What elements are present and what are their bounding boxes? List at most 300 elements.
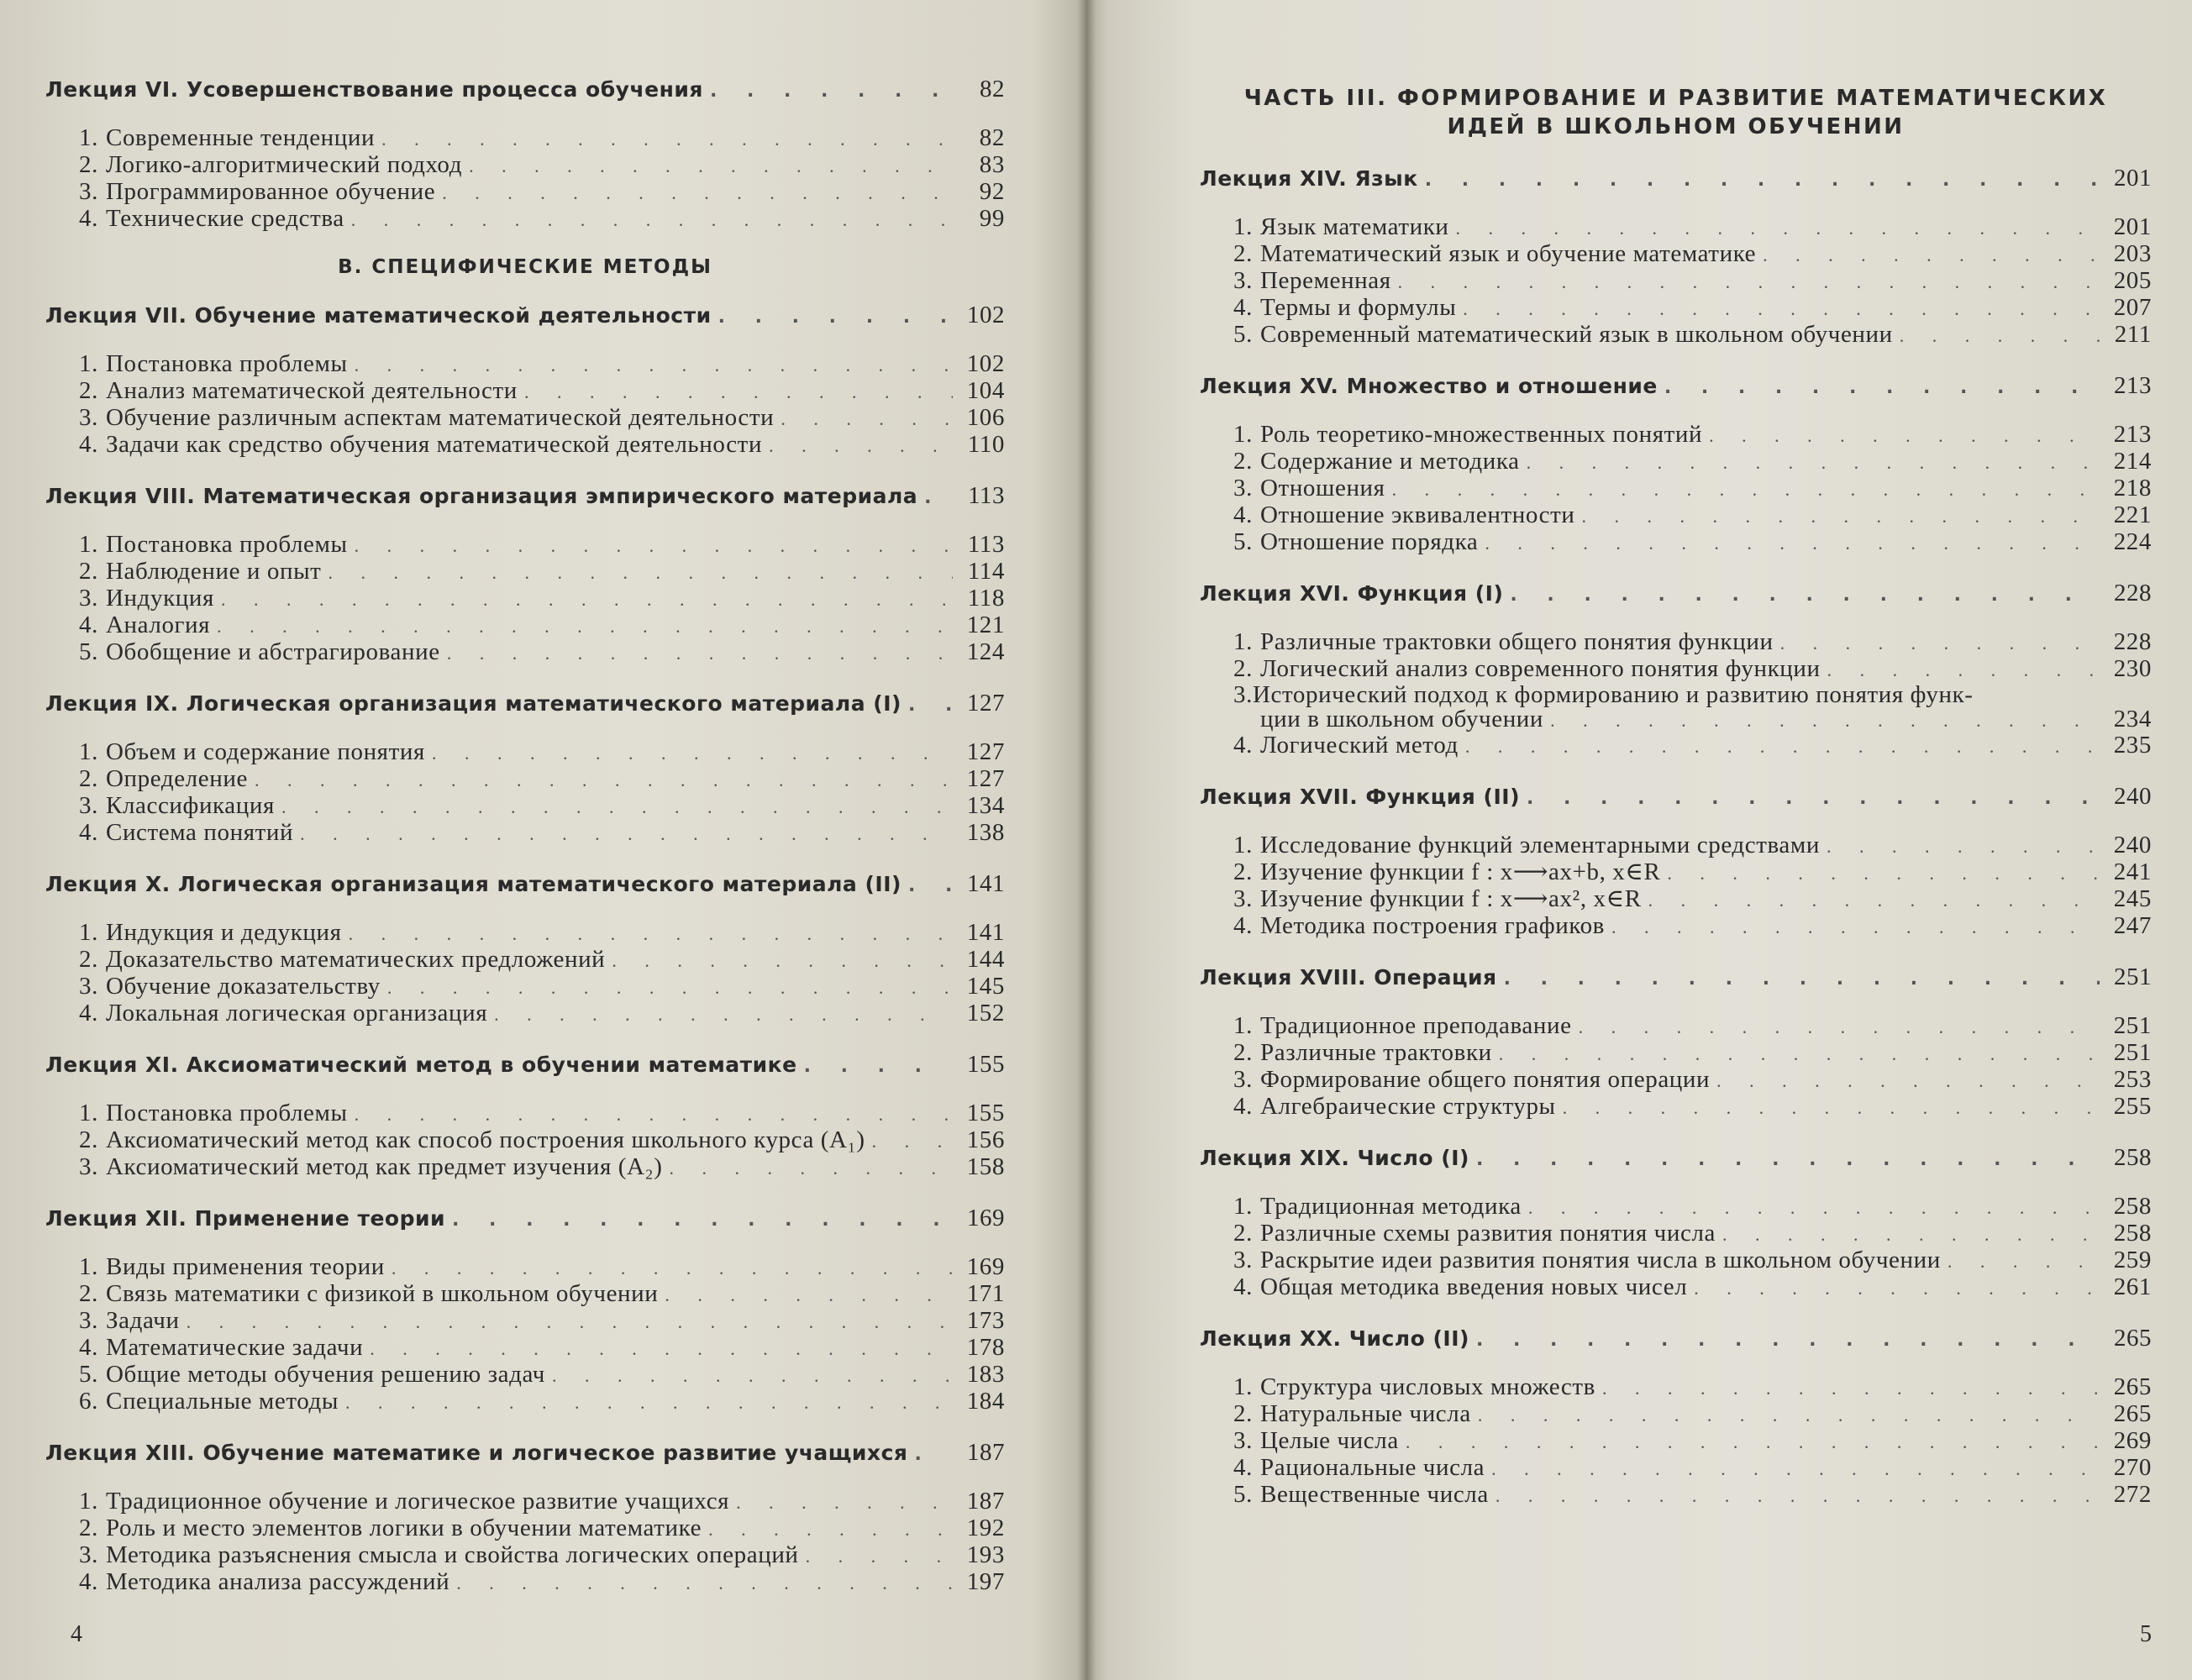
dot-leader <box>1582 503 2100 529</box>
entry-title: Целые числа <box>1260 1427 1399 1454</box>
dot-leader <box>370 1336 953 1362</box>
entry-number: 2. <box>79 1515 98 1541</box>
entry-text <box>1233 1094 1556 1120</box>
entry-number: 3. <box>1233 885 1253 912</box>
dot-leader <box>1476 1330 2100 1351</box>
entry-text <box>79 1335 363 1361</box>
entry-text <box>1233 1482 1489 1508</box>
entry-title: Изучение функции f : x⟶ax², x∈R <box>1260 885 1642 912</box>
entry-number: 4. <box>79 1000 98 1026</box>
entry-page-number: 247 <box>2113 912 2152 939</box>
entry-title: Традиционная методика <box>1260 1193 1522 1220</box>
entry-page-number: 230 <box>2113 655 2152 682</box>
entry-text <box>79 1254 385 1280</box>
entry-number: 3. <box>79 1153 98 1180</box>
entry-number: 6. <box>79 1388 98 1415</box>
entry-text <box>79 432 762 458</box>
entry-title: Исследование функций элементарными средствами <box>1260 832 1820 858</box>
lecture-page-number: 240 <box>2114 783 2152 810</box>
dot-leader <box>872 1128 953 1154</box>
entry-page-number: 183 <box>966 1361 1005 1388</box>
entry-text <box>79 1362 545 1388</box>
dot-leader <box>1579 1014 2100 1040</box>
lecture-page-number: 141 <box>967 870 1005 897</box>
lecture-page-number: 265 <box>2114 1325 2152 1352</box>
entry-number: 2. <box>79 1126 98 1153</box>
entry-text <box>79 1127 865 1153</box>
entry-page-number: 205 <box>2113 267 2152 294</box>
entry-number: 1. <box>1233 213 1253 240</box>
lecture-page-number: 113 <box>968 482 1005 509</box>
entry-number: 2. <box>1233 240 1253 267</box>
entry-page-number: 203 <box>2113 240 2152 267</box>
entry-title: Обобщение и абстрагирование <box>106 638 440 665</box>
entry-number: 2. <box>1233 448 1253 475</box>
dot-leader <box>552 1362 953 1389</box>
entry-title: Язык математики <box>1260 213 1449 240</box>
entry-title: Рациональные числа <box>1260 1454 1485 1481</box>
dot-leader <box>804 1056 953 1077</box>
entry-text <box>79 152 462 178</box>
toc-entry <box>1200 859 2152 886</box>
dot-leader <box>1648 887 2100 913</box>
entry-title: Общие методы обучения решению задач <box>106 1361 545 1388</box>
entry-page-number: 207 <box>2113 294 2152 321</box>
entry-text <box>1233 629 1774 655</box>
entry-text <box>79 1542 799 1568</box>
entry-title: Объем и содержание понятия <box>106 738 425 765</box>
lecture-title: Лекция XVII. Функция (II) <box>1200 785 1521 809</box>
dot-leader <box>447 640 953 666</box>
lecture-heading <box>45 76 1005 103</box>
toc-entry <box>1200 214 2152 241</box>
entry-title: Наблюдение и опыт <box>106 558 322 585</box>
entry-page-number: 228 <box>2113 628 2152 655</box>
dot-leader <box>221 586 953 612</box>
lecture-block <box>45 690 1005 847</box>
dot-leader <box>456 1570 953 1596</box>
entry-text <box>79 920 342 946</box>
entry-page-number: 221 <box>2113 501 2152 528</box>
entry-text <box>1233 1455 1485 1481</box>
toc-entry <box>45 1308 1005 1335</box>
lecture-title: Лекция X. Логическая организация математического материала (II) <box>45 872 902 896</box>
entry-number: 2. <box>1233 1220 1253 1247</box>
toc-entry <box>1200 1013 2152 1040</box>
dot-leader <box>328 559 953 585</box>
lecture-page-number: 228 <box>2114 580 2152 606</box>
dot-leader <box>908 695 953 716</box>
entry-title: Индукция <box>106 585 214 612</box>
toc-entry <box>1200 422 2152 449</box>
dot-leader <box>1827 833 2100 859</box>
entry-page-number: 269 <box>2113 1427 2152 1454</box>
entry-text <box>79 1100 348 1126</box>
entry-number: 5. <box>79 638 98 665</box>
entry-text <box>1233 1274 1687 1300</box>
entry-title: Методика построения графиков <box>1260 912 1605 939</box>
entry-text <box>1233 1040 1492 1066</box>
entry-number: 1. <box>1233 628 1253 655</box>
toc-entry <box>1200 529 2152 556</box>
lecture-block <box>45 870 1005 1027</box>
entry-number: 2. <box>79 151 98 178</box>
toc-entry <box>45 920 1005 947</box>
entry-page-number: 272 <box>2113 1481 2152 1508</box>
entry-title: Индукция и дедукция <box>106 919 342 946</box>
entry-title: Специальные методы <box>106 1388 339 1415</box>
entry-page-number: 127 <box>966 738 1005 765</box>
entry-number: 4. <box>1233 912 1253 939</box>
dot-leader <box>355 1101 953 1127</box>
entry-page-number: 104 <box>966 377 1005 404</box>
toc-entry <box>1200 1194 2152 1221</box>
toc-entry <box>45 378 1005 405</box>
dot-leader <box>355 352 953 378</box>
dot-leader <box>1463 296 2100 322</box>
entry-number: 3. <box>79 178 98 205</box>
toc-entry <box>45 1542 1005 1569</box>
toc-entry <box>1200 1428 2152 1455</box>
entry-text <box>1233 1194 1522 1220</box>
lecture-block <box>45 302 1005 459</box>
entry-page-number: 261 <box>2113 1273 2152 1300</box>
entry-text <box>79 766 248 792</box>
toc-entry <box>45 152 1005 179</box>
dot-leader <box>1510 585 2100 606</box>
entry-page-number: 114 <box>967 558 1005 585</box>
lecture-block <box>1200 1325 2152 1509</box>
entry-text <box>79 1515 702 1541</box>
toc-entry <box>45 639 1005 666</box>
dot-leader <box>494 1001 953 1027</box>
dot-leader <box>1948 1248 2100 1274</box>
entry-title: Исторический подход к формированию и развитию понятия функ- <box>1252 681 1974 708</box>
toc-entry <box>1200 268 2152 295</box>
toc-entry <box>1200 322 2152 349</box>
entry-number: 4. <box>79 205 98 232</box>
entry-page-number: 158 <box>966 1153 1005 1180</box>
entry-text <box>79 793 275 819</box>
lecture-page-number: 187 <box>967 1439 1005 1466</box>
lecture-heading <box>45 870 1005 898</box>
lecture-heading <box>1200 372 2152 400</box>
dot-leader <box>806 1543 953 1569</box>
entry-page-number: 106 <box>966 404 1005 431</box>
entry-text <box>1233 1221 1716 1247</box>
toc-entry <box>1200 502 2152 529</box>
entry-text <box>79 1488 729 1515</box>
right-toc <box>1200 165 2152 1509</box>
entry-page-number: 113 <box>967 531 1005 558</box>
entry-number: 4. <box>79 1334 98 1361</box>
entry-text <box>1233 422 1702 448</box>
part-title <box>1200 84 2152 141</box>
entry-page-number: 169 <box>966 1253 1005 1280</box>
dot-leader <box>255 767 953 793</box>
entry-page-number: 102 <box>966 350 1005 377</box>
entry-number: 3. <box>79 792 98 819</box>
entry-page-number: 127 <box>966 765 1005 792</box>
lecture-title: Лекция IX. Логическая организация математического материала (I) <box>45 691 902 716</box>
entry-title: Определение <box>106 765 248 792</box>
toc-entry <box>45 1488 1005 1515</box>
dot-leader <box>1563 1095 2100 1121</box>
toc-entry <box>1200 832 2152 859</box>
entry-title: Постановка проблемы <box>106 531 348 558</box>
dot-leader <box>1392 476 2100 502</box>
entry-number: 4. <box>79 819 98 846</box>
entry-page-number: 110 <box>967 431 1005 458</box>
entry-page-number: 82 <box>979 124 1005 151</box>
lecture-block <box>45 76 1005 233</box>
entry-title: Постановка проблемы <box>106 1100 348 1126</box>
toc-entry <box>45 179 1005 206</box>
lecture-title: Лекция XX. Число (II) <box>1200 1326 1469 1351</box>
dot-leader <box>281 794 953 820</box>
entry-page-number: 145 <box>966 973 1005 1000</box>
entry-page-number: 258 <box>2113 1193 2152 1220</box>
toc-entry <box>1200 656 2152 683</box>
lecture-block <box>1200 165 2152 349</box>
entry-text <box>79 206 344 232</box>
entry-number: 3. <box>1233 267 1253 294</box>
entry-page-number: 241 <box>2113 858 2152 885</box>
entry-text <box>79 1569 449 1595</box>
lecture-title: Лекция XIII. Обучение математике и логическое развитие учащихся <box>45 1441 908 1465</box>
dot-leader <box>381 126 953 152</box>
entry-page-number: 187 <box>966 1488 1005 1515</box>
entry-title: Формирование общего понятия операции <box>1260 1066 1711 1093</box>
lecture-page-number: 251 <box>2114 963 2152 990</box>
entry-number: 2. <box>1233 858 1253 885</box>
entry-text <box>1233 268 1391 294</box>
entry-number: 1. <box>79 1488 98 1515</box>
book-gutter <box>1077 0 1096 1680</box>
entry-title: Постановка проблемы <box>106 350 348 377</box>
entry-page-number: 178 <box>966 1334 1005 1361</box>
entry-page-number: 134 <box>966 792 1005 819</box>
dot-leader <box>1504 969 2100 990</box>
dot-leader <box>1406 1429 2100 1455</box>
entry-text <box>79 1308 180 1334</box>
lecture-block <box>1200 963 2152 1121</box>
lecture-heading <box>45 1205 1005 1232</box>
dot-leader <box>524 379 953 405</box>
lecture-heading <box>45 1051 1005 1079</box>
entry-page-number: 251 <box>2113 1039 2152 1066</box>
entry-page-number: 118 <box>967 585 1005 612</box>
dot-leader <box>1499 1041 2100 1067</box>
lecture-block <box>45 482 1005 666</box>
dot-leader <box>452 1210 953 1231</box>
lecture-block <box>1200 580 2152 759</box>
entry-page-number: 156 <box>966 1126 1005 1153</box>
toc-entry <box>45 947 1005 974</box>
toc-entry <box>1200 1374 2152 1401</box>
entry-page-number: 251 <box>2113 1012 2152 1039</box>
entry-title: Методика разъяснения смысла и свойства логических операций <box>106 1541 799 1568</box>
lecture-title: Лекция XIX. Число (I) <box>1200 1146 1469 1170</box>
lecture-heading <box>1200 1325 2152 1352</box>
part-title-line-2: ИДЕЙ В ШКОЛЬНОМ ОБУЧЕНИИ <box>1447 114 1905 139</box>
dot-leader <box>187 1309 953 1335</box>
entry-title: Традиционное преподавание <box>1260 1012 1572 1039</box>
part-title-line-1: ЧАСТЬ III. ФОРМИРОВАНИЕ И РАЗВИТИЕ МАТЕМАТИЧЕСКИХ <box>1243 86 2108 111</box>
entry-page-number: 138 <box>966 819 1005 846</box>
dot-leader <box>355 533 953 559</box>
entry-number: 4. <box>1233 1273 1253 1300</box>
toc-entry <box>1200 1067 2152 1094</box>
toc-entry <box>1200 913 2152 940</box>
dot-leader <box>914 1444 953 1465</box>
entry-page-number: 259 <box>2113 1247 2152 1273</box>
entry-title: Математический язык и обучение математике <box>1260 240 1757 267</box>
entry-number: 3. <box>1233 1247 1253 1273</box>
dot-leader <box>469 153 953 179</box>
lecture-page-number: 102 <box>967 302 1005 328</box>
toc-entry <box>45 1515 1005 1542</box>
entry-title: Отношения <box>1260 475 1385 501</box>
entry-text <box>79 1154 663 1180</box>
entry-title: Программированное обучение <box>106 178 436 205</box>
entry-page-number: 245 <box>2113 885 2152 912</box>
entry-text <box>1233 1067 1710 1093</box>
entry-number: 4. <box>79 431 98 458</box>
lecture-heading <box>45 1439 1005 1467</box>
toc-entry <box>45 206 1005 233</box>
entry-text <box>1233 502 1575 528</box>
entry-page-number: 240 <box>2113 832 2152 858</box>
entry-number: 5. <box>1233 321 1253 348</box>
entry-text <box>79 820 293 846</box>
dot-leader <box>432 740 953 766</box>
lecture-block <box>45 1439 1005 1596</box>
entry-page-number: 211 <box>2114 321 2152 348</box>
entry-text <box>1233 859 1660 885</box>
toc-entry <box>1200 732 2152 759</box>
entry-title: Различные трактовки общего понятия функции <box>1260 628 1774 655</box>
lecture-heading <box>1200 963 2152 991</box>
toc-entry <box>45 585 1005 612</box>
entry-page-number: 197 <box>966 1568 1005 1595</box>
toc-entry <box>45 532 1005 559</box>
entry-number: 2. <box>1233 1400 1253 1427</box>
entry-page-number: 224 <box>2113 528 2152 555</box>
entry-number: 3. <box>1233 475 1253 501</box>
entry-page-number: 144 <box>966 946 1005 973</box>
entry-page-number: 253 <box>2113 1066 2152 1093</box>
entry-title: Анализ математической деятельности <box>106 377 518 404</box>
dot-leader <box>217 613 953 639</box>
entry-title: Общая методика введения новых чисел <box>1260 1273 1688 1300</box>
toc-entry <box>45 612 1005 639</box>
toc-entry <box>45 125 1005 152</box>
entry-text <box>1233 886 1642 912</box>
entry-number: 1. <box>1233 1012 1253 1039</box>
entry-number: 1. <box>79 531 98 558</box>
right-folio: 5 <box>2140 1621 2152 1647</box>
entry-title: Структура числовых множеств <box>1260 1373 1595 1400</box>
dot-leader <box>1664 377 2100 398</box>
entry-text <box>1233 656 1821 682</box>
entry-page-number: 184 <box>966 1388 1005 1415</box>
toc-entry <box>45 820 1005 847</box>
lecture-heading <box>1200 783 2152 811</box>
entry-number: 2. <box>79 946 98 973</box>
toc-entry <box>45 793 1005 820</box>
entry-text <box>79 1389 339 1415</box>
entry-text <box>79 179 435 205</box>
lecture-heading <box>1200 165 2152 192</box>
entry-text <box>79 639 440 665</box>
entry-text <box>1233 475 1385 501</box>
entry-title: Современные тенденции <box>106 124 376 151</box>
dot-leader <box>1527 788 2100 809</box>
entry-number: 1. <box>1233 1373 1253 1400</box>
dot-leader <box>1716 1068 2100 1094</box>
entry-text <box>79 125 375 151</box>
entry-page-number: 152 <box>966 1000 1005 1026</box>
entry-title: Роль теоретико-множественных понятий <box>1260 421 1703 448</box>
entry-title: Современный математический язык в школьном обучении <box>1260 321 1893 348</box>
entry-text <box>79 378 518 404</box>
entry-text <box>79 405 774 431</box>
entry-title: Изучение функции f : x⟶ax+b, x∈R <box>1260 858 1661 885</box>
entry-number: 1. <box>79 738 98 765</box>
entry-page-number: 213 <box>2113 421 2152 448</box>
lecture-title: Лекция XVI. Функция (I) <box>1200 581 1504 606</box>
entry-number: 4. <box>1233 1093 1253 1120</box>
toc-entry <box>45 1100 1005 1127</box>
entry-text <box>1233 913 1605 939</box>
entry-page-number: 255 <box>2113 1093 2152 1120</box>
entry-number: 3. <box>79 1307 98 1334</box>
entry-number: 1. <box>79 124 98 151</box>
entry-number: 1. <box>1233 421 1253 448</box>
entry-text <box>1233 1013 1572 1039</box>
entry-number: 2. <box>79 558 98 585</box>
entry-title: Задачи <box>106 1307 180 1334</box>
toc-entry <box>45 1569 1005 1596</box>
dot-leader <box>1763 242 2100 268</box>
entry-title: Вещественные числа <box>1260 1481 1489 1508</box>
lecture-page-number: 258 <box>2114 1144 2152 1171</box>
entry-text <box>79 585 214 612</box>
entry-page-number: 173 <box>966 1307 1005 1334</box>
entry-text <box>1233 1428 1399 1454</box>
entry-text <box>1233 295 1456 321</box>
entry-number: 2. <box>79 1280 98 1307</box>
toc-entry <box>45 559 1005 585</box>
entry-title: Различные схемы развития понятия числа <box>1260 1220 1716 1247</box>
toc-entry <box>1200 1094 2152 1121</box>
lecture-heading <box>45 690 1005 717</box>
entry-page-number: 214 <box>2113 448 2152 475</box>
toc-entry <box>45 1362 1005 1389</box>
entry-page-number: 235 <box>2113 732 2152 759</box>
entry-number: 3. <box>79 404 98 431</box>
toc-entry <box>1200 295 2152 322</box>
toc-entry <box>1200 1040 2152 1067</box>
dot-leader <box>351 207 953 233</box>
entry-text <box>79 559 321 585</box>
lecture-block <box>1200 783 2152 940</box>
lecture-title: Лекция VII. Обучение математической деятельности <box>45 303 712 328</box>
entry-number: 1. <box>79 350 98 377</box>
entry-page-number: 99 <box>979 205 1005 232</box>
entry-title: Натуральные числа <box>1260 1400 1471 1427</box>
